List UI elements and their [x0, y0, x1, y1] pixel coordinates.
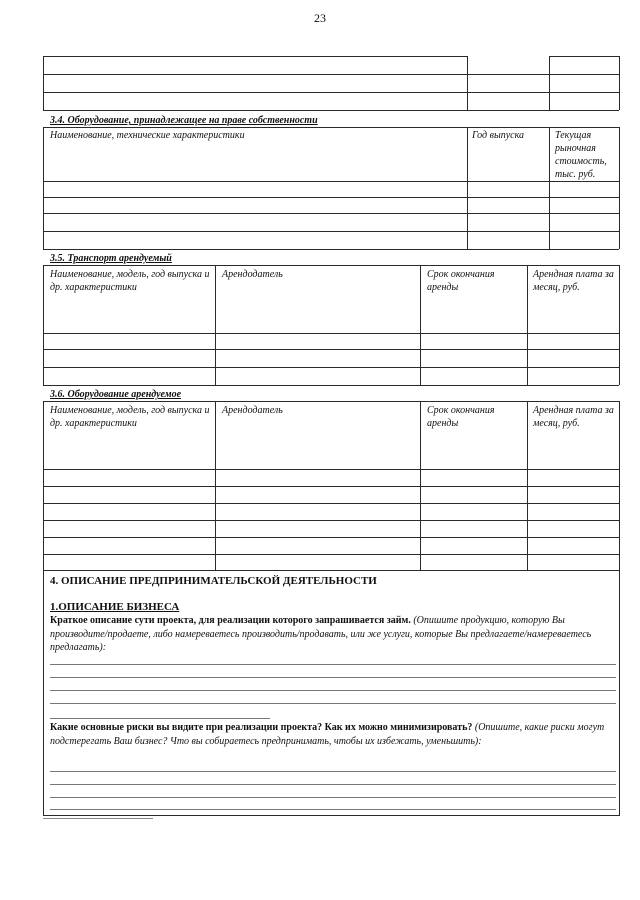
question-1-italic: (Опишите продукцию, которую Вы производите/продаете, либо намереваетесь производить/продавать, или же услуги, которые Вы предлагаете/намереваетесь предлагать): — [50, 615, 592, 653]
col-name-header: Наименование, модель, год выпуска и др. характеристики — [50, 269, 210, 293]
section-4-subtitle: 1.ОПИСАНИЕ БИЗНЕСА — [50, 601, 180, 613]
col-name-header: Наименование, модель, год выпуска и др. характеристики — [50, 405, 210, 429]
col-rent-header: Арендная плата за месяц, руб. — [533, 405, 614, 429]
question-1-bold: Краткое описание сути проекта, для реализации которого запрашивается займ. — [50, 615, 411, 626]
col-year-header: Год выпуска — [472, 130, 525, 141]
question-1 — [50, 614, 616, 655]
col-name-header: Наименование, технические характеристики — [50, 130, 245, 141]
col-term-header: Срок окончания аренды — [427, 269, 495, 293]
question-2-bold: Какие основные риски вы видите при реализации проекта? Как их можно минимизировать? — [50, 722, 473, 733]
col-lessor-header: Арендодатель — [222, 405, 283, 416]
col-rent-header: Арендная плата за месяц, руб. — [533, 269, 614, 293]
page-number: 23 — [314, 11, 326, 25]
section-4-title: 4. ОПИСАНИЕ ПРЕДПРИНИМАТЕЛЬСКОЙ ДЕЯТЕЛЬНОСТИ — [50, 575, 377, 587]
question-2 — [50, 721, 616, 748]
col-lessor-header: Арендодатель — [222, 269, 283, 280]
col-term-header: Срок окончания аренды — [427, 405, 495, 429]
section-3-6-title: 3.6. Оборудование арендуемое — [50, 389, 182, 400]
col-value-header: Текущая рыночная стоимость, тыс. руб. — [555, 130, 607, 180]
question-2-italic: (Опишите, какие риски могут подстерегать Ваш бизнес? Что вы собираетесь предпринимать, чтобы их избежать, уменьшить): — [50, 722, 605, 747]
section-3-4-title: 3.4. Оборудование, принадлежащее на праве собственности — [50, 115, 318, 126]
section-3-5-title: 3.5. Транспорт арендуемый — [50, 253, 172, 264]
